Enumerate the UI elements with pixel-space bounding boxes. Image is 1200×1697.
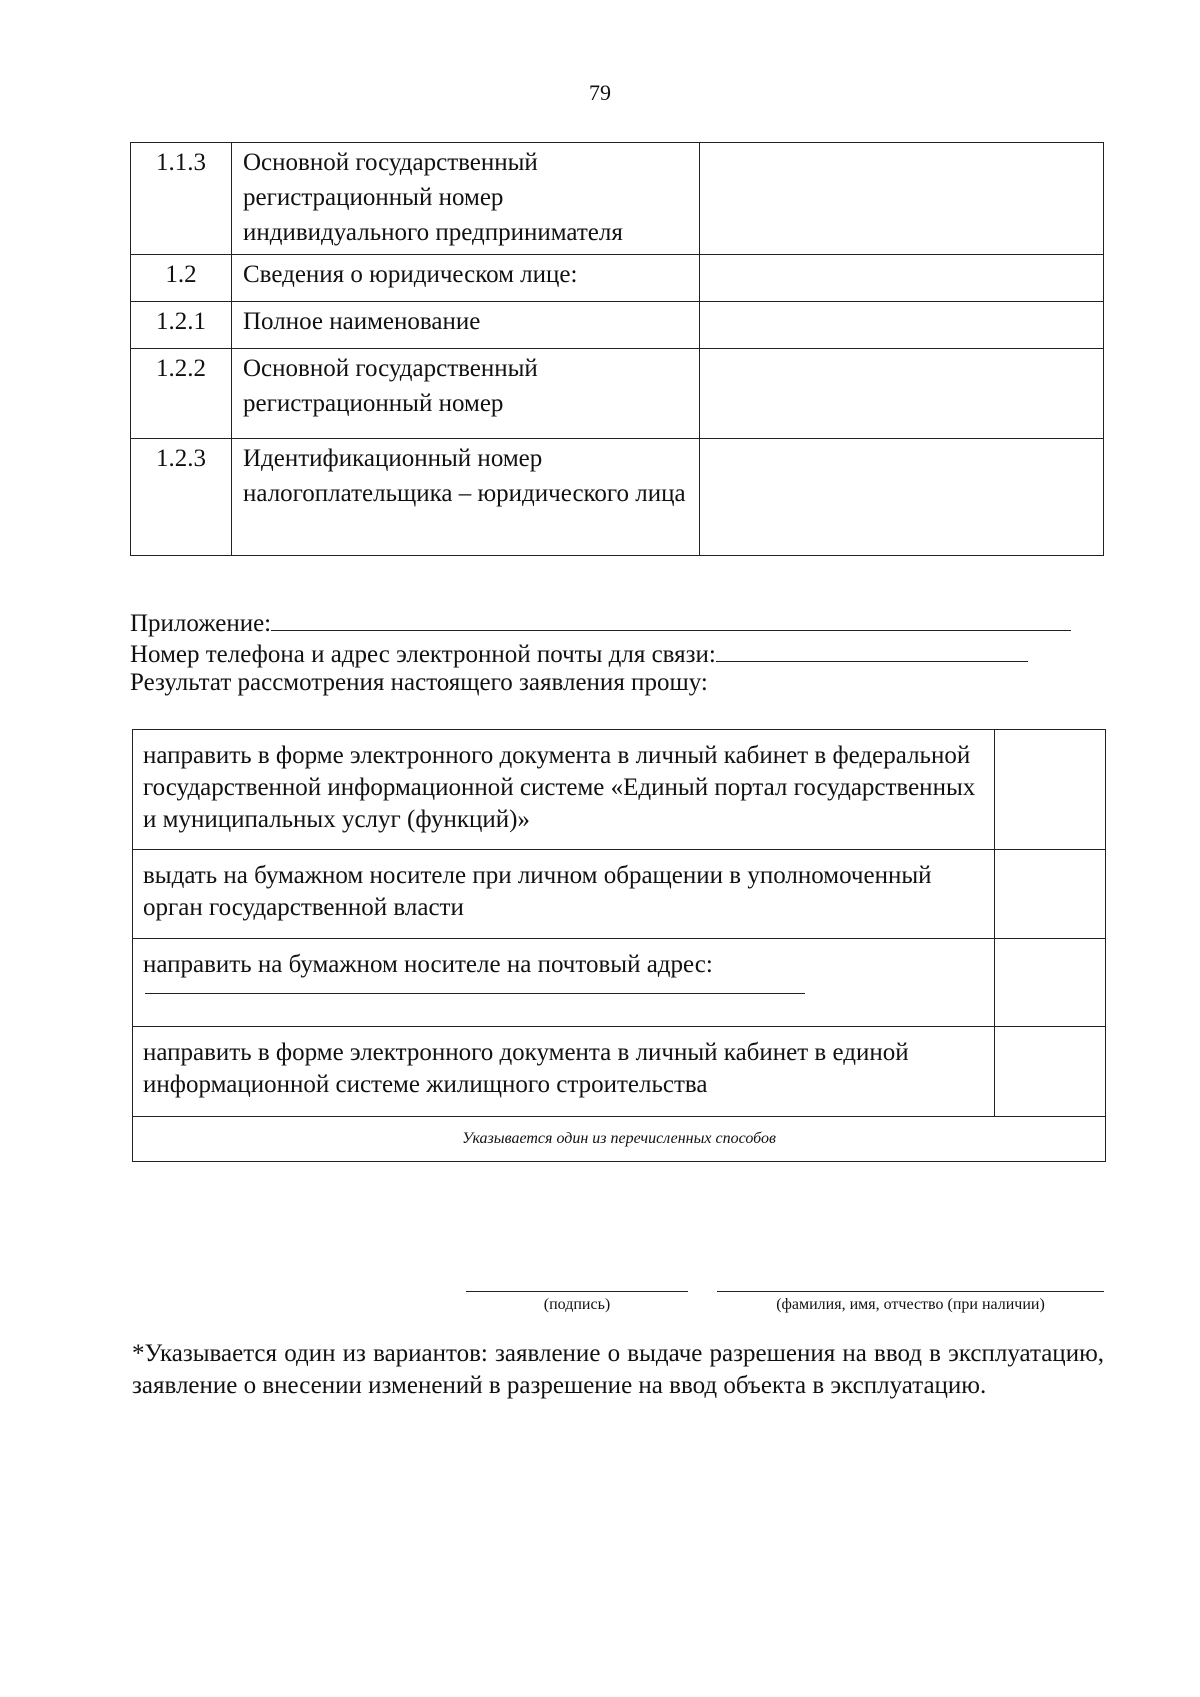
row-value-field[interactable] [700, 302, 1104, 349]
row-label: Основной государственный регистрационный номер индивидуального предпринимателя [232, 143, 700, 255]
row-label: Основной государственный регистрационный номер [232, 349, 700, 439]
option-checkbox[interactable] [995, 1027, 1106, 1117]
attachment-row [130, 605, 1110, 636]
option-text: направить на бумажном носителе на почтовый адрес: [143, 951, 713, 978]
signature-caption: (подпись) [543, 1296, 611, 1313]
row-number: 1.2 [131, 255, 232, 302]
option-row [133, 730, 1106, 850]
row-number: 1.2.1 [131, 302, 232, 349]
table-row [131, 302, 1104, 349]
table-row [131, 439, 1104, 556]
row-number: 1.2.3 [131, 439, 232, 556]
footnote: *Указывается один из вариантов: заявление о выдаче разрешения на ввод в эксплуатацию, заявление о внесении изменений в разрешение на ввод объекта в эксплуатацию. [132, 1340, 1104, 1399]
applicant-info-table [130, 142, 1104, 556]
row-number: 1.2.2 [131, 349, 232, 439]
delivery-options-table [132, 729, 1106, 1162]
postal-address-field[interactable] [145, 981, 805, 994]
contact-field[interactable] [716, 636, 1028, 662]
row-number: 1.1.3 [131, 143, 232, 255]
row-value-field[interactable] [700, 439, 1104, 556]
full-name-caption: (фамилия, имя, отчество (при наличии) [776, 1296, 1045, 1313]
result-label: Результат рассмотрения настоящего заявления прошу: [130, 669, 708, 696]
row-label: Сведения о юридическом лице: [232, 255, 700, 302]
note-row [133, 1117, 1106, 1162]
row-value-field[interactable] [700, 349, 1104, 439]
contact-section [130, 605, 1110, 698]
page-number: 79 [589, 80, 611, 105]
option-checkbox[interactable] [995, 939, 1106, 1027]
option-row [133, 850, 1106, 939]
table-row [131, 349, 1104, 439]
option-text: выдать на бумажном носителе при личном обращении в уполномоченный орган государственной власти [133, 850, 995, 939]
options-note: Указывается один из перечисленных способов [133, 1117, 1106, 1162]
option-cell [133, 939, 995, 1027]
signature-line[interactable] [466, 1291, 688, 1292]
attachment-label: Приложение: [130, 610, 272, 637]
result-row [130, 667, 1110, 698]
row-label: Идентификационный номер налогоплательщика – юридического лица [232, 439, 700, 556]
option-text: направить в форме электронного документа в личный кабинет в федеральной государственной информационной системе «Единый портал государственных и муниципальных услуг (функций)» [133, 730, 995, 850]
full-name-line[interactable] [717, 1291, 1104, 1292]
row-value-field[interactable] [700, 143, 1104, 255]
option-row [133, 1027, 1106, 1117]
table-row [131, 255, 1104, 302]
attachment-field[interactable] [271, 605, 1071, 631]
option-text: направить в форме электронного документа в личный кабинет в единой информационной системе жилищного строительства [133, 1027, 995, 1117]
row-label: Полное наименование [232, 302, 700, 349]
option-checkbox[interactable] [995, 850, 1106, 939]
row-value-field[interactable] [700, 255, 1104, 302]
table-row [131, 143, 1104, 255]
option-checkbox[interactable] [995, 730, 1106, 850]
contact-row [130, 636, 1110, 667]
option-row [133, 939, 1106, 1027]
contact-label: Номер телефона и адрес электронной почты для связи: [130, 641, 716, 668]
